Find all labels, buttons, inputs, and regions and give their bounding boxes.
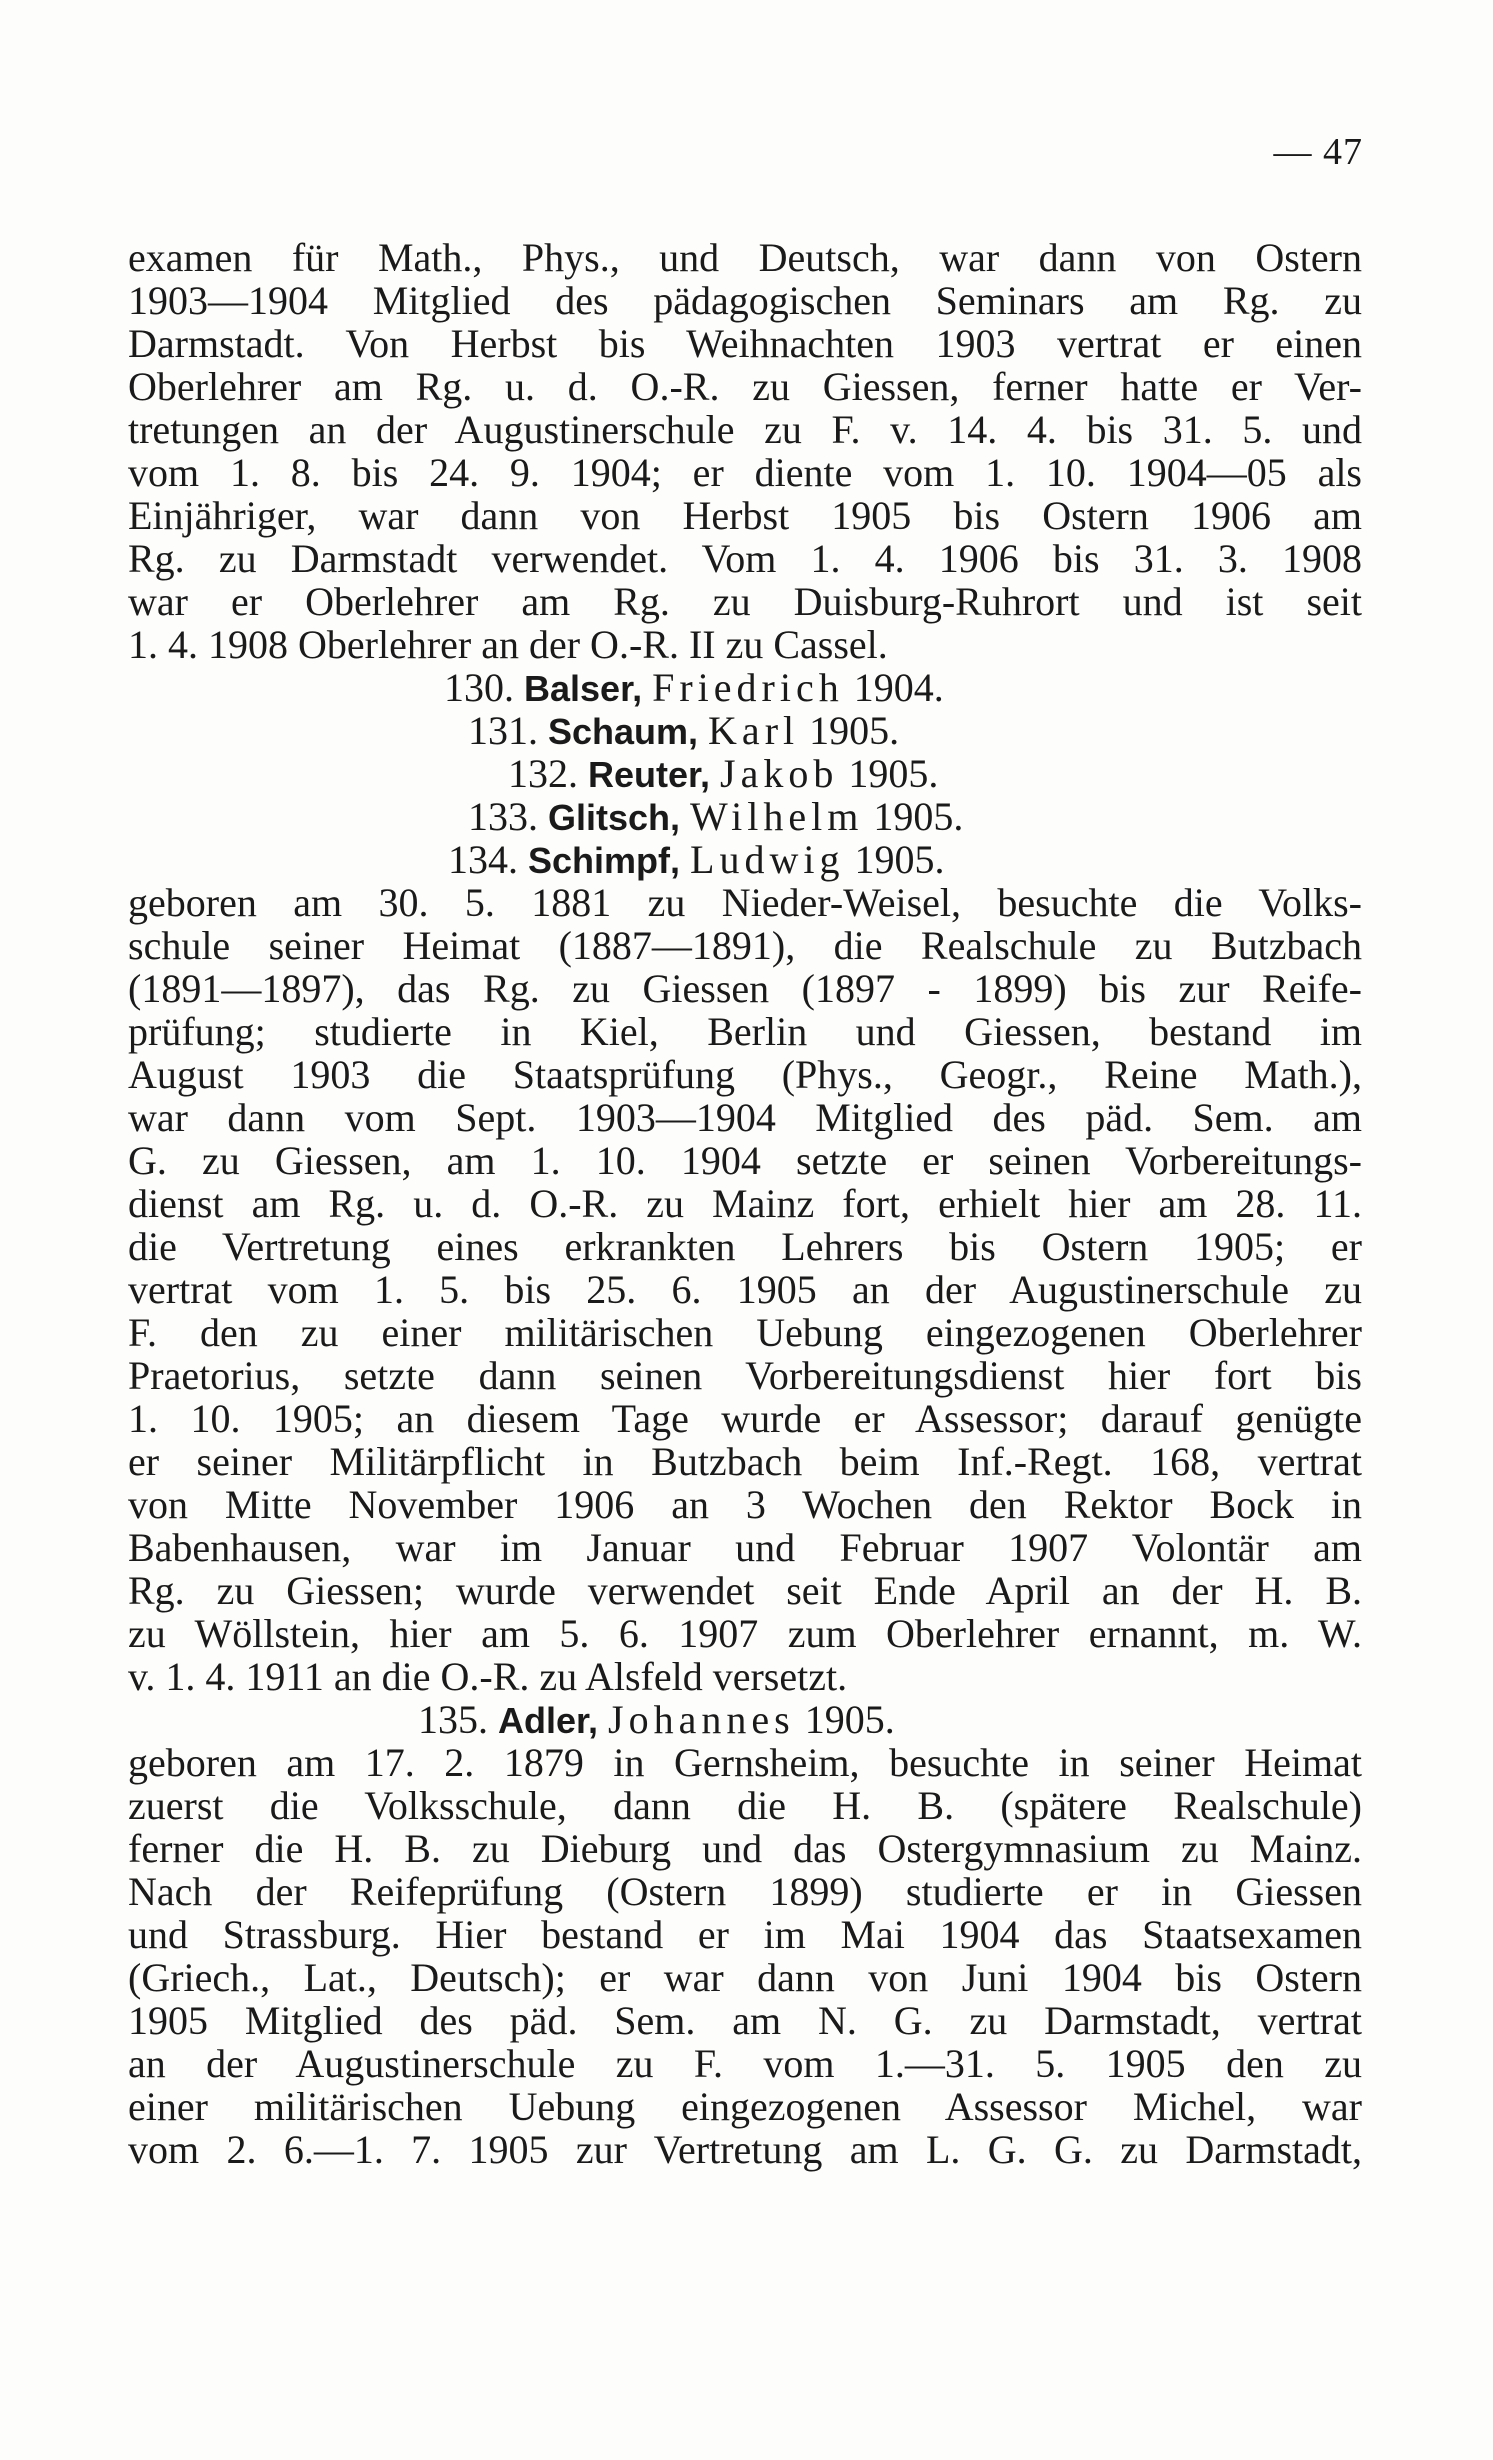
paragraph-entry-134 (128, 881, 1362, 1698)
text-line: 1. 4. 1908 Oberlehrer an der O.-R. II zu Cassel. (128, 622, 888, 667)
entry-number: 131. (468, 708, 538, 753)
entry-given-name: Wilhelm (690, 794, 864, 839)
text-line: er seiner Militärpflicht in Butzbach beim Inf.-Regt. 168, vertrat (128, 1439, 1362, 1484)
entry-given-name: Friedrich (652, 665, 844, 710)
entry-surname: Schimpf, (528, 840, 681, 881)
entry-year: 1905. (809, 708, 900, 753)
entry-surname: Balser, (524, 668, 643, 709)
text-line: war er Oberlehrer am Rg. zu Duisburg-Ruhrort und ist seit (128, 579, 1362, 624)
text-line: 1903—1904 Mitglied des pädagogischen Seminars am Rg. zu (128, 278, 1362, 323)
entry-year: 1905. (854, 837, 945, 882)
text-line: vertrat vom 1. 5. bis 25. 6. 1905 an der Augustinerschule zu (128, 1267, 1362, 1312)
text-line: Einjähriger, war dann von Herbst 1905 bis Ostern 1906 am (128, 493, 1362, 538)
text-line: war dann vom Sept. 1903—1904 Mitglied des päd. Sem. am (128, 1095, 1362, 1140)
page-number: — 47 (1273, 131, 1363, 173)
text-body (128, 236, 1362, 2171)
entry-given-name: Karl (708, 708, 800, 753)
text-line: Darmstadt. Von Herbst bis Weihnachten 1903 vertrat er einen (128, 321, 1362, 366)
text-line: vom 1. 8. bis 24. 9. 1904; er diente vom 1. 10. 1904—05 als (128, 450, 1362, 495)
text-line: schule seiner Heimat (1887—1891), die Realschule zu Butzbach (128, 923, 1362, 968)
text-line: an der Augustinerschule zu F. vom 1.—31. 5. 1905 den zu (128, 2041, 1362, 2086)
text-line: tretungen an der Augustinerschule zu F. v. 14. 4. bis 31. 5. und (128, 407, 1362, 452)
text-line: August 1903 die Staatsprüfung (Phys., Geogr., Reine Math.), (128, 1052, 1362, 1097)
text-line: Babenhausen, war im Januar und Februar 1907 Volontär am (128, 1525, 1362, 1570)
entry-year: 1905. (804, 1697, 895, 1742)
text-line: geboren am 30. 5. 1881 zu Nieder-Weisel, besuchte die Volks- (128, 880, 1362, 925)
text-line: geboren am 17. 2. 1879 in Gernsheim, besuchte in seiner Heimat (128, 1740, 1362, 1785)
entry-given-name: Johannes (608, 1697, 795, 1742)
entry-heading-134 (128, 838, 1362, 881)
text-line: examen für Math., Phys., und Deutsch, war dann von Ostern (128, 235, 1362, 280)
text-line: von Mitte November 1906 an 3 Wochen den Rektor Bock in (128, 1482, 1362, 1527)
paragraph-entry-135 (128, 1741, 1362, 2171)
text-line: zuerst die Volksschule, dann die H. B. (spätere Realschule) (128, 1783, 1362, 1828)
entry-surname: Reuter, (588, 754, 711, 795)
entry-number: 134. (448, 837, 518, 882)
text-line: 1905 Mitglied des päd. Sem. am N. G. zu Darmstadt, vertrat (128, 1998, 1362, 2043)
text-line: (1891—1897), das Rg. zu Giessen (1897 - 1899) bis zur Reife- (128, 966, 1362, 1011)
entry-year: 1904. (853, 665, 944, 710)
text-line: F. den zu einer militärischen Uebung eingezogenen Oberlehrer (128, 1310, 1362, 1355)
entry-year: 1905. (848, 751, 939, 796)
entry-heading-132 (128, 752, 1362, 795)
text-line: Oberlehrer am Rg. u. d. O.-R. zu Giessen, ferner hatte er Ver- (128, 364, 1362, 409)
entry-heading-133 (128, 795, 1362, 838)
entry-surname: Schaum, (548, 711, 699, 752)
entry-heading-131 (128, 709, 1362, 752)
text-line: die Vertretung eines erkrankten Lehrers bis Ostern 1905; er (128, 1224, 1362, 1269)
entry-number: 133. (468, 794, 538, 839)
entry-surname: Adler, (498, 1700, 599, 1741)
entry-given-name: Ludwig (690, 837, 845, 882)
text-line: einer militärischen Uebung eingezogenen Assessor Michel, war (128, 2084, 1362, 2129)
entry-year: 1905. (873, 794, 964, 839)
entry-surname: Glitsch, (548, 797, 681, 838)
entry-given-name: Jakob (720, 751, 839, 796)
entry-heading-130 (128, 666, 1362, 709)
entry-number: 135. (418, 1697, 488, 1742)
text-line: v. 1. 4. 1911 an die O.-R. zu Alsfeld versetzt. (128, 1654, 848, 1699)
text-line: vom 2. 6.—1. 7. 1905 zur Vertretung am L. G. G. zu Darmstadt, (128, 2127, 1362, 2172)
text-line: Nach der Reifeprüfung (Ostern 1899) studierte er in Giessen (128, 1869, 1362, 1914)
text-line: prüfung; studierte in Kiel, Berlin und Giessen, bestand im (128, 1009, 1362, 1054)
entry-number: 130. (444, 665, 514, 710)
text-line: 1. 10. 1905; an diesem Tage wurde er Assessor; darauf genügte (128, 1396, 1362, 1441)
text-line: (Griech., Lat., Deutsch); er war dann von Juni 1904 bis Ostern (128, 1955, 1362, 2000)
text-line: Praetorius, setzte dann seinen Vorbereitungsdienst hier fort bis (128, 1353, 1362, 1398)
text-line: Rg. zu Darmstadt verwendet. Vom 1. 4. 1906 bis 31. 3. 1908 (128, 536, 1362, 581)
text-line: zu Wöllstein, hier am 5. 6. 1907 zum Oberlehrer ernannt, m. W. (128, 1611, 1362, 1656)
text-line: G. zu Giessen, am 1. 10. 1904 setzte er seinen Vorbereitungs- (128, 1138, 1362, 1183)
text-line: Rg. zu Giessen; wurde verwendet seit Ende April an der H. B. (128, 1568, 1362, 1613)
entry-number: 132. (508, 751, 578, 796)
text-line: dienst am Rg. u. d. O.-R. zu Mainz fort, erhielt hier am 28. 11. (128, 1181, 1362, 1226)
paragraph-continuation (128, 236, 1362, 666)
text-line: ferner die H. B. zu Dieburg und das Ostergymnasium zu Mainz. (128, 1826, 1362, 1871)
text-line: und Strassburg. Hier bestand er im Mai 1904 das Staatsexamen (128, 1912, 1362, 1957)
entry-heading-135 (128, 1698, 1362, 1741)
